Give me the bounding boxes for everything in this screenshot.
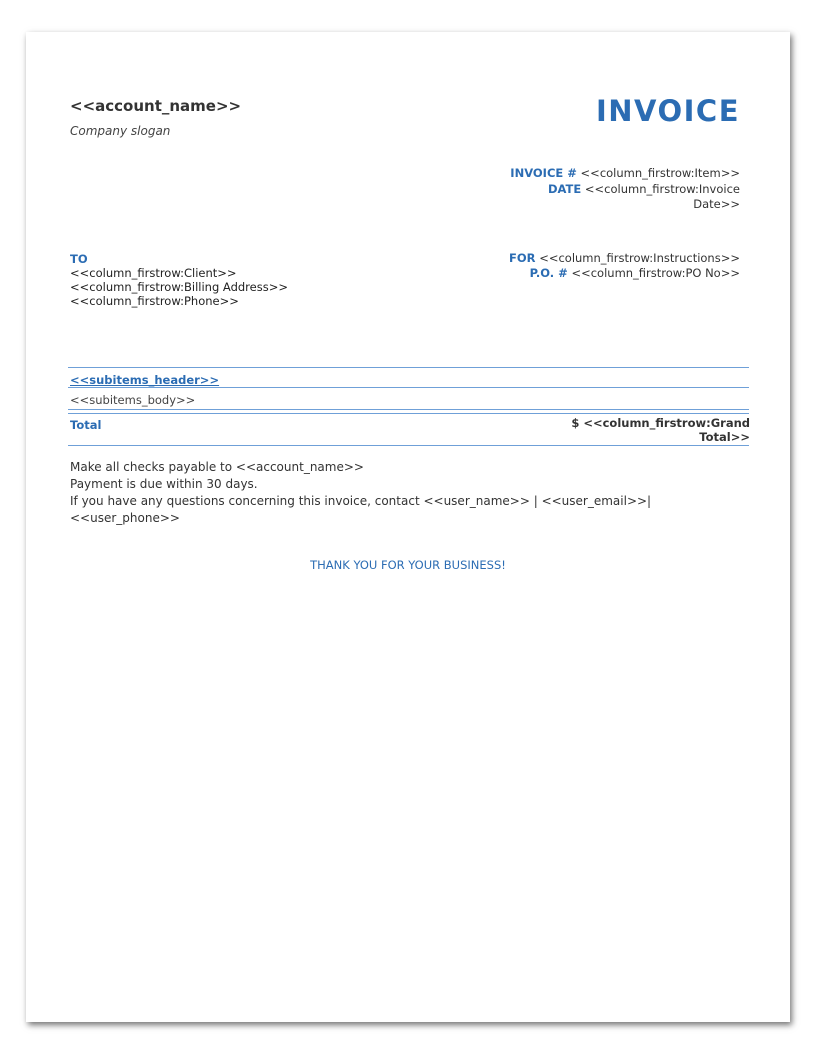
bill-to-block <box>70 252 288 308</box>
date-line <box>525 182 740 212</box>
thank-you-message: THANK YOU FOR YOUR BUSINESS! <box>310 558 506 572</box>
po-label: P.O. # <box>529 266 568 280</box>
company-slogan: Company slogan <box>70 124 171 138</box>
for-line <box>440 251 740 266</box>
invoice-number-line <box>440 166 740 181</box>
date-label: DATE <box>547 182 582 196</box>
phone-field: <<column_firstrow:Phone>> <box>70 294 239 308</box>
divider <box>68 413 749 414</box>
divider <box>68 409 749 410</box>
divider <box>68 445 749 446</box>
invoice-title: INVOICE <box>595 94 740 128</box>
po-line <box>440 266 740 281</box>
payable-note: Make all checks payable to <<account_name>> <box>70 460 364 474</box>
contact-note: If you have any questions concerning this invoice, contact <<user_name>> | <<user_email>>| <<user_phone>> <box>70 494 652 525</box>
client-field: <<column_firstrow:Client>> <box>70 266 237 280</box>
billing-address-field: <<column_firstrow:Billing Address>> <box>70 280 288 294</box>
subitems-body: <<subitems_body>> <box>70 393 196 407</box>
invoice-number-value: <<column_firstrow:Item>> <box>580 166 740 180</box>
payment-notes <box>70 459 750 527</box>
to-label: TO <box>70 252 88 266</box>
divider <box>68 367 749 368</box>
invoice-number-label: INVOICE # <box>510 166 577 180</box>
account-name: <<account_name>> <box>70 97 242 115</box>
subitems-header: <<subitems_header>> <box>70 373 220 387</box>
divider <box>68 387 749 388</box>
date-value: <<column_firstrow:Invoice Date>> <box>584 182 740 211</box>
due-note: Payment is due within 30 days. <box>70 477 258 491</box>
grand-total-value: $ <<column_firstrow:Grand Total>> <box>571 416 750 444</box>
invoice-page <box>26 32 790 1022</box>
for-label: FOR <box>509 251 536 265</box>
po-value: <<column_firstrow:PO No>> <box>571 266 740 280</box>
for-value: <<column_firstrow:Instructions>> <box>539 251 740 265</box>
total-label: Total <box>70 418 102 432</box>
